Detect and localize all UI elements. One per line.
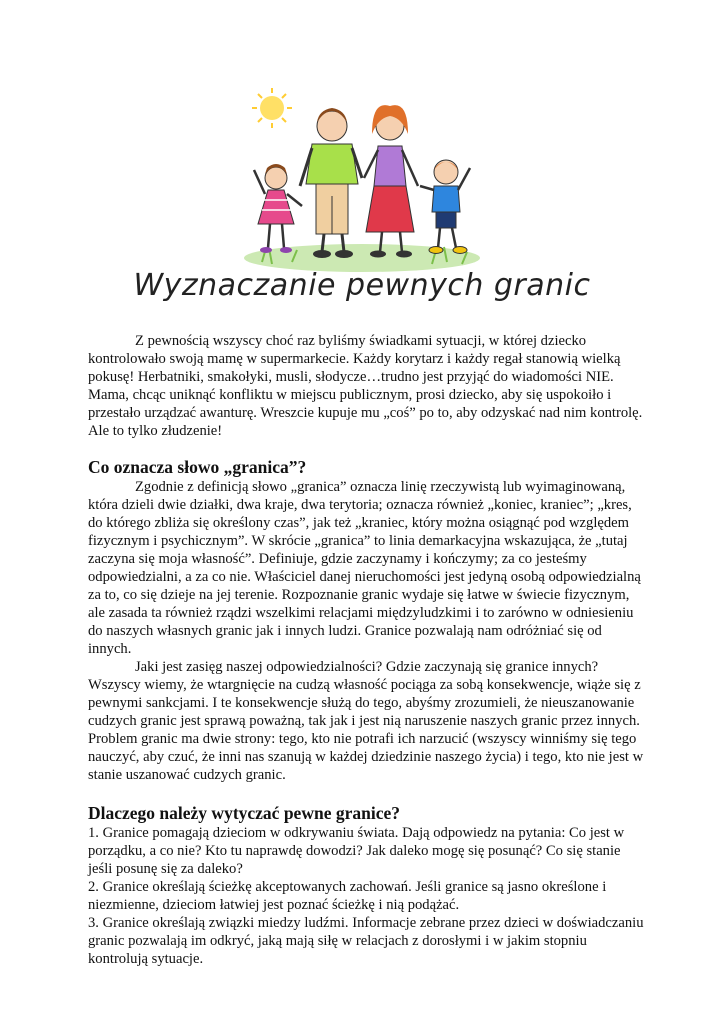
list-item: 3. Granice określają związki miedzy ludźmi. Informacje zebrane przez dzieci w doświadczaniu granic pozwalają im odkryć, jaką mają siłę w relacjach z dorosłymi i w jakim stopniu kontrolują sytuacje. xyxy=(88,915,644,967)
intro-paragraph: Z pewnością wszyscy choć raz byliśmy świadkami sytuacji, w której dziecko kontrolowało swoją mamę w supermarkecie. Każdy korytarz i każdy regał stanowią wielką pokusę! Herbatniki, smakołyki, musli, słodycze…trudno jest przyjąć do wiadomości NIE. Mama, chcąc uniknąć konfliktu w miejscu publicznym, prosi dziecko, aby się uspokoiło i przestało urządzać awanturę. Wreszcie kupuje mu „coś” po to, aby odzyskać nad nim kontrolę. Ale to tylko złudzenie! xyxy=(88,333,643,439)
list-item: 1. Granice pomagają dzieciom w odkrywaniu świata. Dają odpowiedz na pytania: Co jest w porządku, a co nie? Kto tu naprawdę dowodzi? Jak daleko mogę się posunąć? Co się stanie jeśli posunę się za daleko? xyxy=(88,825,625,877)
section-heading-why: Dlaczego należy wytyczać pewne granice? xyxy=(88,803,400,823)
document-title: Wyznaczanie pewnych granic xyxy=(133,268,591,303)
girl-figure xyxy=(254,164,302,253)
definition-paragraph-2: Jaki jest zasięg naszej odpowiedzialności? Gdzie zaczynają się granice innych? Wszyscy wiemy, że wtargnięcie na cudzą własność pociąga za sobą konsekwencje, wiąże się z pewnymi sankcjami. I te konsekwencje służą do tego, abyśmy zrozumieli, że nieuszanowanie cudzych granic jest sprawą poważną, tak jak i jest nią naruszenie naszych granic przez innych. Problem granic ma dwie strony: tego, kto nie potrafi ich narzucić (wszyscy winniśmy się tego nauczyć, aby czuć, że inni nas szanują w każdej dziedzinie naszego życia) i tego, kto nie jest w stanie uszanować cudzych granic. xyxy=(88,659,644,783)
document-body xyxy=(88,332,648,968)
list-item: 2. Granice określają ścieżkę akceptowanych zachowań. Jeśli granice są jasno określone i niezmienne, dzieciom łatwiej jest poznać ścieżkę i nią podążać. xyxy=(88,879,607,913)
sun-icon xyxy=(252,88,292,128)
mother-figure xyxy=(364,105,418,257)
family-illustration xyxy=(232,86,492,274)
boy-figure xyxy=(420,160,470,254)
definition-paragraph-1: Zgodnie z definicją słowo „granica” oznacza linię rzeczywistą lub wyimaginowaną, która dzieli dwie działki, dwa kraje, dwa terytoria; oznacza również „koniec, kraniec”; „kres, do którego zbliża się określony czas”, jak też „kraniec, który można osiągnąć pod względem fizycznym i psychicznym”. W skrócie „granica” to linia demarkacyjna wskazująca, że „tutaj zaczyna się moja własność”. Definiuje, gdzie zaczynamy i kończymy; za co jesteśmy odpowiedzialni, a za co nie. Właściciel danej nieruchomości jest jedyną osobą odpowiedzialną za to, co się dzieje na jej terenie. Rozpoznanie granic wydaje się łatwe w świecie fizycznym, ale zasada ta również rządzi wszelkimi relacjami międzyludzkimi i to zarówno w odniesieniu do naszych własnych granic jak i innych ludzi. Granice pozwalają nam odróżniać się od innych. xyxy=(88,479,641,657)
father-figure xyxy=(300,108,362,258)
section-heading-definition: Co oznacza słowo „granica”? xyxy=(88,457,307,477)
